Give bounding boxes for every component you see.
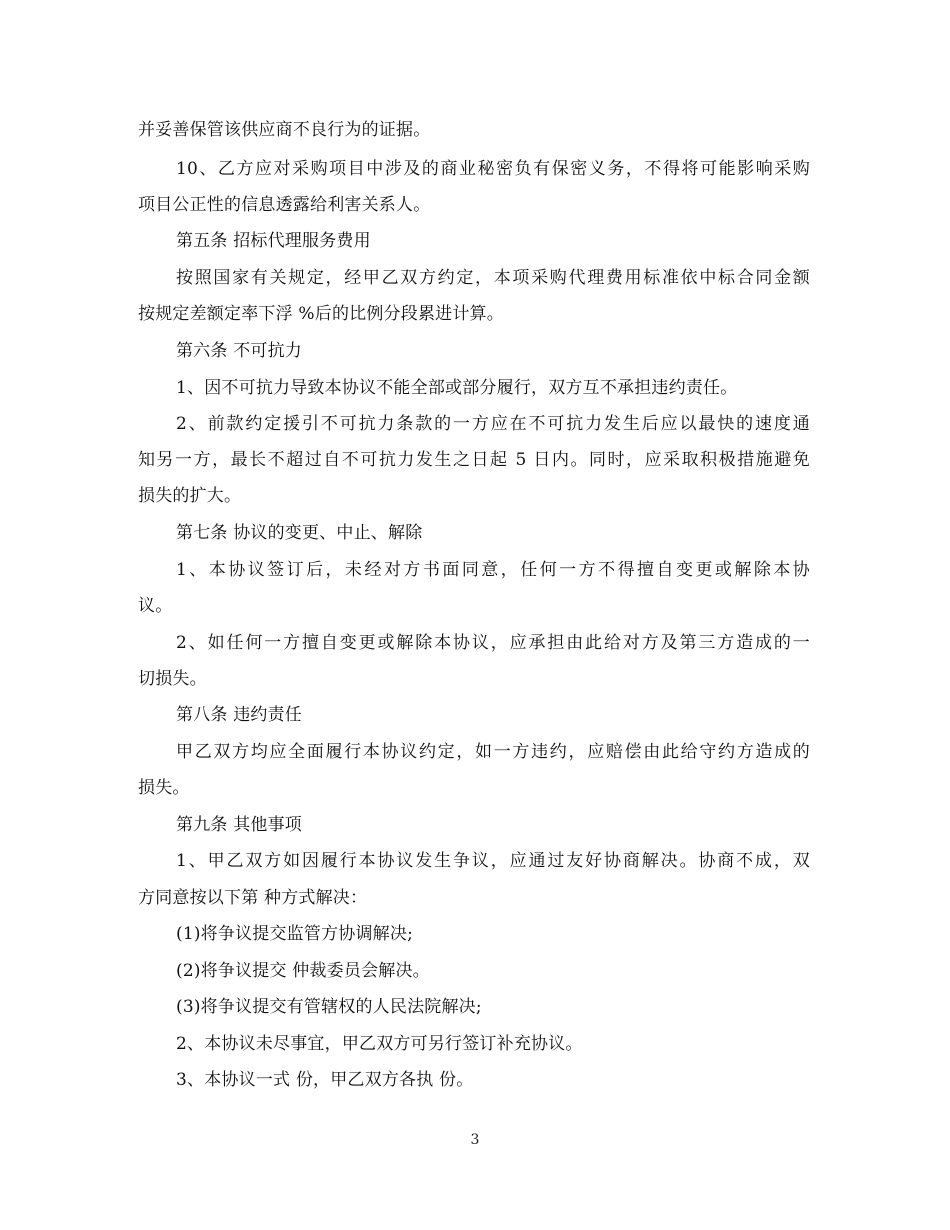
section-heading: 第八条 违约责任 [176,705,303,725]
text-line: 知另一方，最长不超过自不可抗力发生之日起 5 日内。同时，应采取积极措施避免 [138,450,810,470]
text-line: 议。 [138,596,173,616]
text-line: 损失。 [138,778,190,798]
text-line: 切损失。 [138,669,207,689]
text-line: 方同意按以下第 种方式解决： [138,888,368,908]
text-line: 项目公正性的信息透露给利害关系人。 [138,195,431,215]
text-line: 按规定差额定率下浮 %后的比例分段累进计算。 [138,304,504,324]
section-heading: 第七条 协议的变更、中止、解除 [176,523,423,543]
list-item: (1)将争议提交监管方协调解决; [176,924,414,944]
text-line: 甲乙双方均应全面履行本协议约定，如一方违约，应赔偿由此给守约方造成的 [176,742,810,762]
text-line: 损失的扩大。 [138,486,242,506]
text-line: 2、前款约定援引不可抗力条款的一方应在不可抗力发生后应以最快的速度通 [176,414,810,434]
section-heading: 第五条 招标代理服务费用 [176,231,371,251]
section-heading: 第六条 不可抗力 [176,341,303,361]
text-line: 3、本协议一式 份，甲乙双方各执 份。 [176,1070,474,1090]
page-number: 3 [470,1132,480,1148]
text-line: 10、乙方应对采购项目中涉及的商业秘密负有保密义务，不得将可能影响采购 [176,159,810,179]
list-item: (3)将争议提交有管辖权的人民法院解决; [176,997,482,1017]
text-line: 2、本协议未尽事宜，甲乙双方可另行签订补充协议。 [176,1034,583,1054]
text-line: 并妥善保管该供应商不良行为的证据。 [138,120,431,140]
text-line: 1、甲乙双方如因履行本协议发生争议，应通过友好协商解决。协商不成，双 [176,851,810,871]
list-item: (2)将争议提交 仲裁委员会解决。 [176,961,430,981]
text-line: 1、因不可抗力导致本协议不能全部或部分履行，双方互不承担违约责任。 [176,378,738,398]
text-line: 1、本协议签订后，未经对方书面同意，任何一方不得擅自变更或解除本协 [176,560,810,580]
text-line: 2、如任何一方擅自变更或解除本协议，应承担由此给对方及第三方造成的一 [176,633,810,653]
section-heading: 第九条 其他事项 [176,815,303,835]
text-line: 按照国家有关规定，经甲乙双方约定，本项采购代理费用标准依中标合同金额 [176,268,810,288]
